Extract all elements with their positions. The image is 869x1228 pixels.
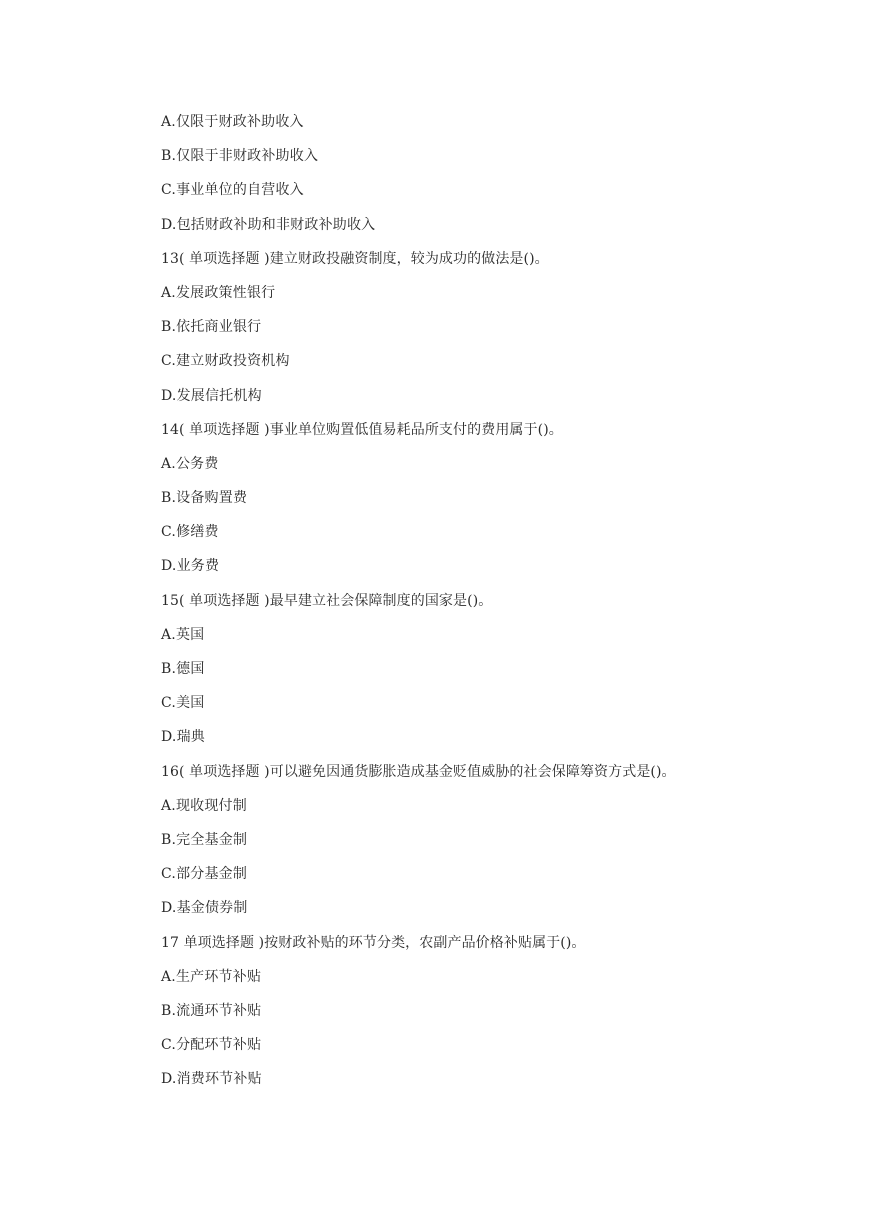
answer-option: A.英国 [161, 626, 205, 643]
answer-option: B.设备购置费 [161, 490, 248, 507]
answer-option: D.基金债券制 [161, 900, 248, 917]
question-stem: 14( 单项选择题 )事业单位购置低值易耗品所支付的费用属于()。 [161, 421, 563, 438]
answer-option: C.部分基金制 [161, 866, 248, 883]
answer-option: B.德国 [161, 661, 205, 677]
answer-option: C.分配环节补贴 [161, 1037, 262, 1054]
answer-option: B.流通环节补贴 [161, 1002, 262, 1019]
answer-option: D.瑞典 [161, 729, 205, 746]
answer-option: A.公务费 [161, 455, 219, 472]
question-stem: 13( 单项选择题 )建立财政投融资制度，较为成功的做法是()。 [161, 250, 549, 267]
answer-option: C.事业单位的自营收入 [161, 182, 304, 199]
answer-option: C.建立财政投资机构 [161, 353, 290, 370]
answer-option: C.修缮费 [161, 524, 219, 541]
answer-option: A.现收现付制 [161, 797, 247, 814]
question-stem: 17 单项选择题 )按财政补贴的环节分类，农副产品价格补贴属于()。 [161, 934, 586, 951]
answer-option: D.发展信托机构 [161, 387, 262, 404]
answer-option: B.完全基金制 [161, 831, 248, 848]
answer-option: D.消费环节补贴 [161, 1071, 262, 1088]
answer-option: D.包括财政补助和非财政补助收入 [161, 216, 376, 233]
question-list [161, 111, 821, 1102]
answer-option: B.依托商业银行 [161, 319, 262, 336]
answer-option: B.仅限于非财政补助收入 [161, 148, 319, 165]
answer-option: A.发展政策性银行 [161, 284, 276, 301]
question-stem: 15( 单项选择题 )最早建立社会保障制度的国家是()。 [161, 592, 493, 609]
answer-option: A.仅限于财政补助收入 [161, 114, 304, 130]
question-stem: 16( 单项选择题 )可以避免因通货膨胀造成基金贬值威胁的社会保障筹资方式是()。 [161, 763, 676, 780]
answer-option: D.业务费 [161, 558, 220, 575]
answer-option: A.生产环节补贴 [161, 968, 262, 985]
answer-option: C.美国 [161, 695, 205, 712]
